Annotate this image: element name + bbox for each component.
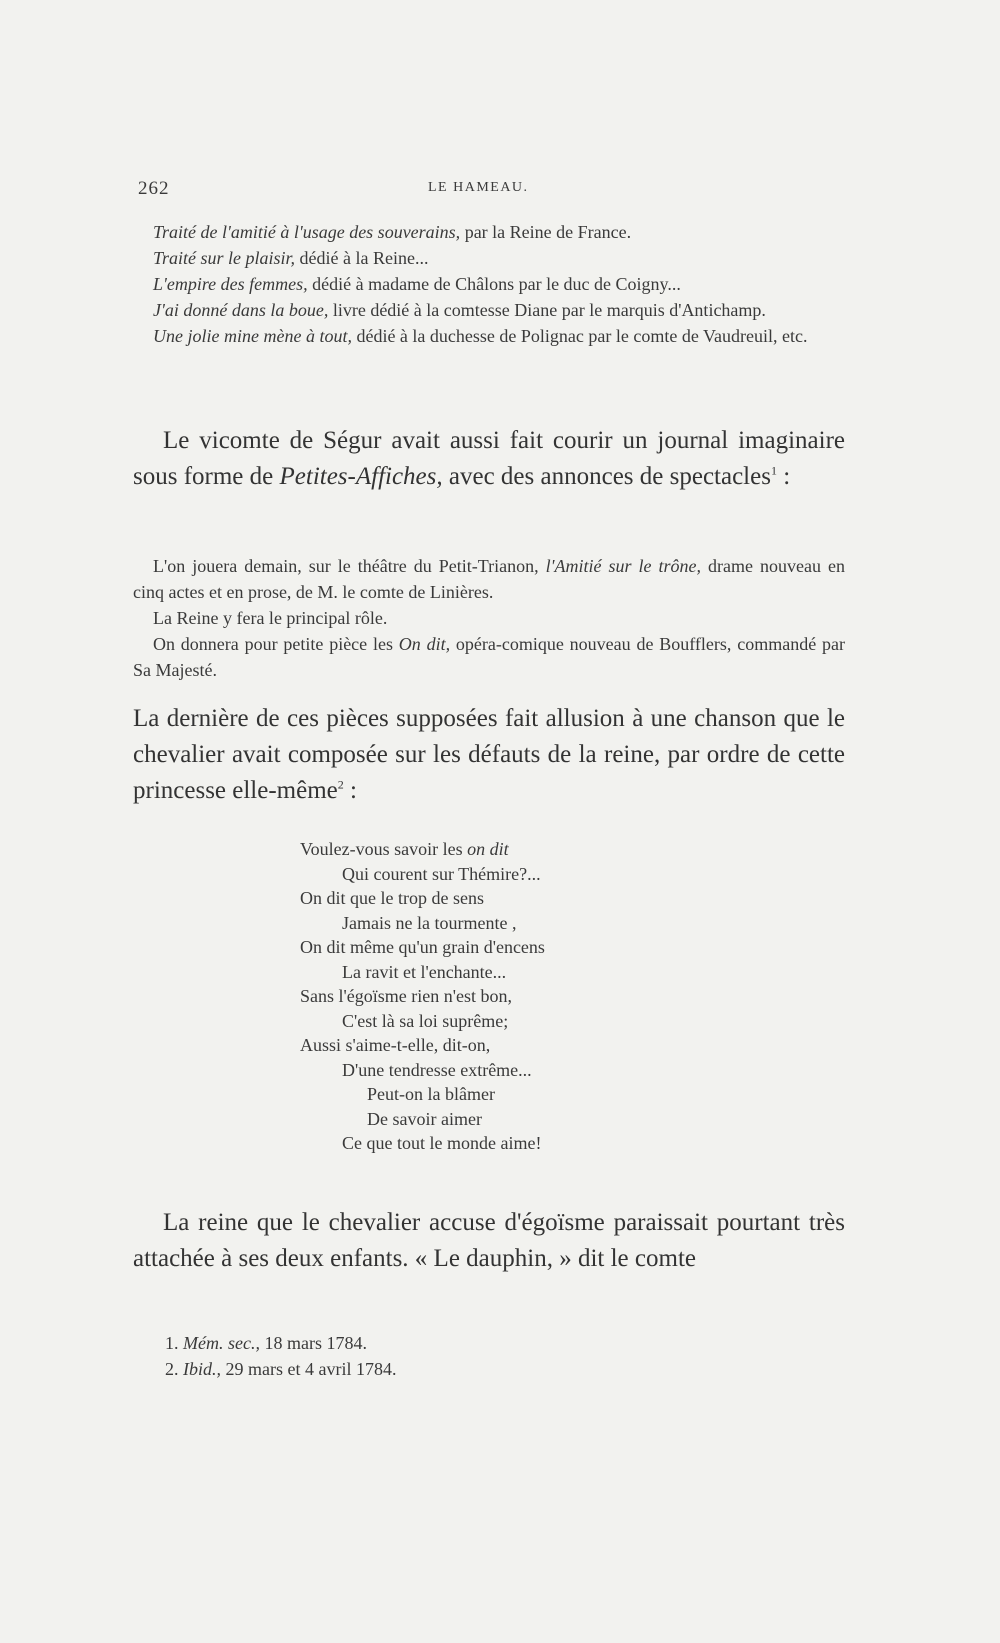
poem-line: Ce que tout le monde aime! [342, 1133, 542, 1153]
poem-line: La ravit et l'enchante... [342, 961, 507, 982]
poem [300, 837, 700, 1156]
footnote-ref: 1 [770, 463, 777, 478]
book-title: J'ai donné dans la boue, [153, 300, 329, 320]
announcement: La Reine y fera le principal rôle. [153, 608, 388, 628]
poem-line: Voulez-vous savoir les on dit [300, 839, 509, 859]
journal-title: Petites-Affiches, [279, 463, 443, 490]
play-title: l'Amitié sur le trône, [545, 556, 701, 576]
list-item: Traité de l'amitié à l'usage des souverains, par la Reine de France. [153, 222, 632, 242]
poem-line: C'est là sa loi suprême; [342, 1010, 509, 1031]
announcement: On donnera pour petite pièce les On dit, opéra-comique nouveau de Boufflers, commandé par Sa Majesté. [133, 634, 845, 680]
poem-line: Jamais ne la tourmente , [342, 912, 517, 933]
announcement: L'on jouera demain, sur le théâtre du Petit-Trianon, l'Amitié sur le trône, drame nouveau en cinq actes et en prose, de M. le comte de Linières. [133, 556, 845, 602]
body-paragraph-1: Le vicomte de Ségur avait aussi fait courir un journal imaginaire sous forme de Petites-Affiches, avec des annonces de spectacles$^1$ : [133, 427, 845, 490]
book-title: Une jolie mine mène à tout, [153, 326, 352, 346]
poem-line: On dit même qu'un grain d'encens [300, 937, 545, 957]
list-item: Traité sur le plaisir, dédié à la Reine... [153, 248, 429, 268]
poem-line: Aussi s'aime-t-elle, dit-on, [300, 1035, 491, 1055]
list-item: L'empire des femmes, dédié à madame de Châlons par le duc de Coigny... [153, 274, 681, 294]
poem-line: On dit que le trop de sens [300, 888, 484, 908]
play-title: On dit, [398, 634, 451, 654]
poem-line: Peut-on la blâmer [367, 1084, 495, 1104]
footnotes [165, 1330, 765, 1382]
list-item: J'ai donné dans la boue, livre dédié à la comtesse Diane par le marquis d'Antichamp. [153, 300, 766, 320]
poem-line: D'une tendresse extrême... [342, 1059, 532, 1080]
running-head: LE HAMEAU. [428, 180, 529, 195]
footnote: 1. Mém. sec., 18 mars 1784. [165, 1333, 367, 1353]
body-paragraph-3: La reine que le chevalier accuse d'égoïsme paraissait pourtant très attachée à ses deux enfants. « Le dauphin, » dit le comte [133, 1209, 845, 1272]
poem-line: Qui courent sur Thémire?... [342, 863, 541, 884]
footnote: 2. Ibid., 29 mars et 4 avril 1784. [165, 1359, 397, 1379]
announcements [133, 553, 845, 683]
list-item: Une jolie mine mène à tout, dédié à la duchesse de Polignac par le comte de Vaudreuil, etc. [153, 326, 808, 346]
book-title: Traité de l'amitié à l'usage des souverains, [153, 222, 461, 242]
page-header [138, 178, 833, 202]
poem-line: Sans l'égoïsme rien n'est bon, [300, 986, 512, 1006]
poem-line: De savoir aimer [367, 1108, 482, 1129]
book-title-list [133, 219, 845, 349]
body-paragraph-2: La dernière de ces pièces supposées fait allusion à une chanson que le chevalier avait composée sur les défauts de la reine, par ordre de cette princesse elle-même$^2$ : [133, 705, 845, 804]
book-title: L'empire des femmes, [153, 274, 308, 294]
footnote-ref: 2 [337, 777, 344, 792]
book-title: Traité sur le plaisir, [153, 248, 296, 268]
page-number: 262 [138, 178, 170, 199]
